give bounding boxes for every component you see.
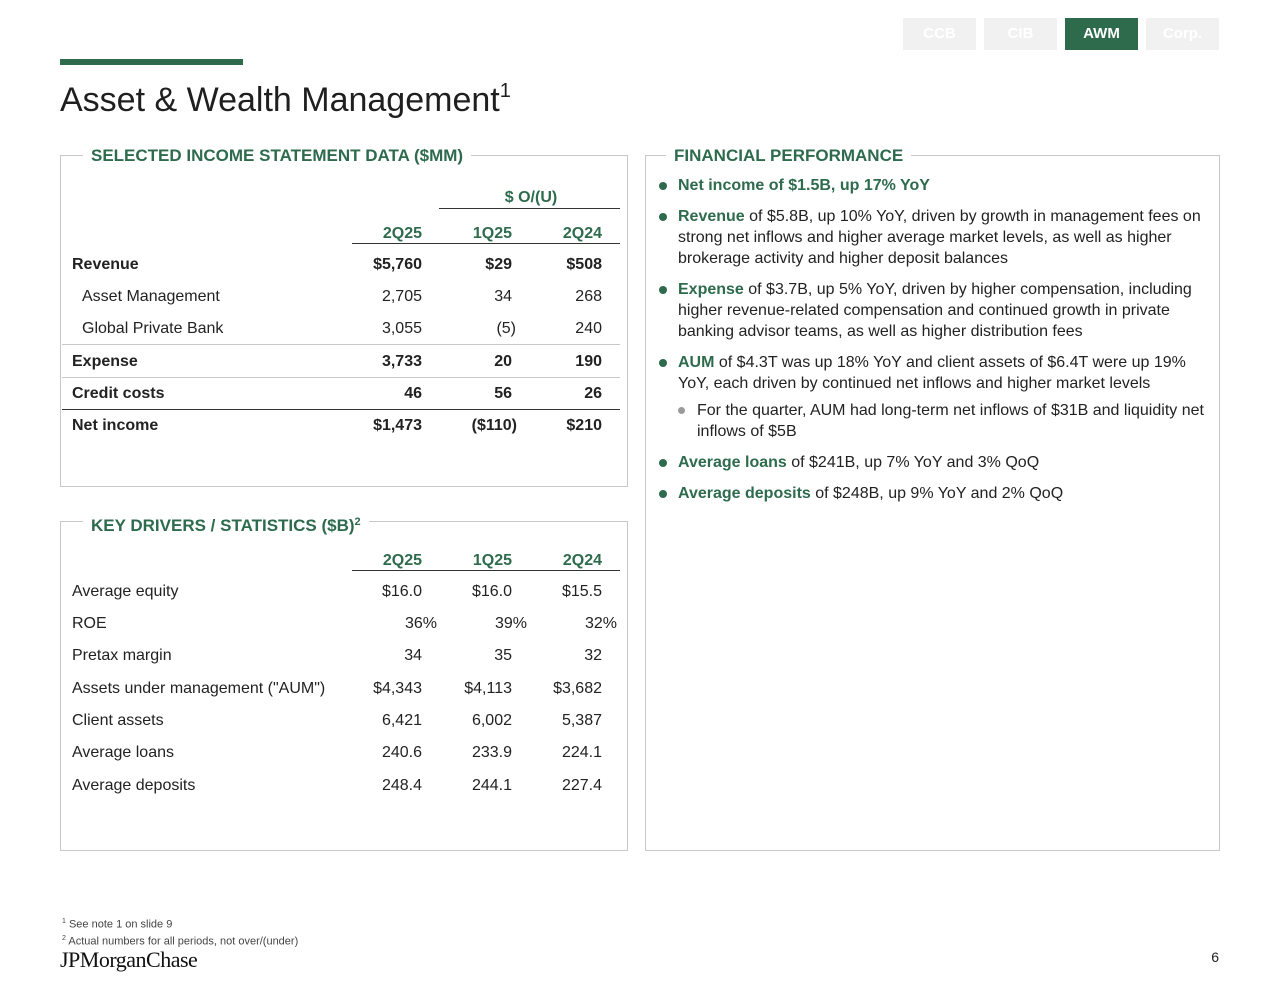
- bullet-text: of $5.8B, up 10% YoY, driven by growth in management fees on strong net inflows and higher average market levels, as well as higher brokerage activity and higher deposit balances: [678, 208, 1201, 267]
- page-title-text: Asset & Wealth Management: [60, 81, 500, 119]
- table-row-label: Credit costs: [72, 385, 165, 402]
- sub-bullet-aum-inflows: [695, 400, 1211, 442]
- footnote-2: [62, 932, 298, 949]
- sub-bullet-dot: [678, 407, 685, 414]
- table-cell: 34: [404, 647, 422, 664]
- table-cell: 224.1: [561, 744, 602, 761]
- table-cell: $210: [566, 417, 602, 434]
- group-header-rule: [439, 208, 620, 209]
- table-cell: $4,343: [373, 680, 422, 697]
- drivers-col-1q25: 1Q25: [472, 552, 512, 569]
- table-cell: $16.0: [471, 583, 512, 600]
- table-cell: 6,421: [381, 712, 422, 729]
- table-cell: $29: [485, 256, 512, 273]
- table-row-label: Revenue: [72, 256, 139, 273]
- bullet-highlight: Average loans: [678, 454, 787, 471]
- drivers-col-2q25: 2Q25: [382, 552, 422, 569]
- table-row-label: Client assets: [72, 712, 164, 729]
- bullet-dot: [659, 213, 667, 221]
- table-cell: 35: [494, 647, 512, 664]
- table-cell: 36%: [404, 615, 437, 632]
- income-header-rule: [352, 243, 620, 244]
- bullet-highlight: Net income of $1.5B, up 17% YoY: [678, 177, 930, 194]
- table-cell: 233.9: [471, 744, 512, 761]
- drivers-header-rule: [352, 570, 620, 571]
- table-row-label: Average equity: [72, 583, 179, 600]
- income-panel-title: SELECTED INCOME STATEMENT DATA ($MM): [83, 145, 471, 167]
- table-cell: 190: [575, 353, 602, 370]
- table-cell: 240: [575, 320, 602, 337]
- table-cell: $1,473: [373, 417, 422, 434]
- tab-cib[interactable]: CIB: [984, 18, 1057, 50]
- bullet-dot: [659, 182, 667, 190]
- table-cell: $508: [566, 256, 602, 273]
- row-divider: [62, 344, 620, 345]
- bullet-text: of $241B, up 7% YoY and 3% QoQ: [786, 454, 1040, 471]
- bullet-text: of $4.3T was up 18% YoY and client assets of $6.4T were up 19% YoY, each driven by continued net inflows and higher market levels: [678, 354, 1186, 392]
- bullet-text: of $3.7B, up 5% YoY, driven by higher compensation, including higher revenue-related compensation and continued growth in private banking advisor teams, as well as higher distribution fees: [678, 281, 1192, 340]
- table-cell: 32%: [584, 615, 617, 632]
- table-cell: 26: [584, 385, 602, 402]
- bullet-dot: [659, 359, 667, 367]
- table-cell: $16.0: [381, 583, 422, 600]
- table-row-label: Expense: [72, 353, 138, 370]
- bullet-highlight: Expense: [678, 281, 744, 298]
- footnote-mark: 2: [62, 934, 66, 942]
- variance-group-header: $ O/(U): [504, 189, 558, 206]
- title-footnote-mark: 1: [499, 80, 511, 102]
- footnote-mark: 1: [62, 918, 66, 925]
- title-accent-bar: [60, 59, 243, 65]
- tab-awm[interactable]: AWM: [1065, 18, 1138, 50]
- table-cell: 20: [494, 353, 512, 370]
- bullet-net-income: [676, 175, 1211, 196]
- table-cell: 3,055: [381, 320, 422, 337]
- performance-panel-title: FINANCIAL PERFORMANCE: [666, 145, 911, 167]
- drivers-title-text: KEY DRIVERS / STATISTICS ($B): [91, 516, 355, 535]
- bullet-text: For the quarter, AUM had long-term net inflows of $31B and liquidity net inflows of $5B: [697, 402, 1204, 440]
- bullet-average-loans: [676, 452, 1211, 473]
- financial-performance-panel: [645, 146, 1220, 851]
- table-cell: 2,705: [381, 288, 422, 305]
- bullet-aum: [676, 352, 1211, 394]
- table-cell: 248.4: [381, 777, 422, 794]
- bullet-text: of $248B, up 9% YoY and 2% QoQ: [810, 485, 1064, 502]
- table-cell: ($110): [471, 417, 517, 434]
- table-cell: 3,733: [381, 353, 422, 370]
- table-cell: 34: [494, 288, 512, 305]
- row-divider: [62, 409, 620, 410]
- table-row-label: Average loans: [72, 744, 174, 761]
- table-row-label: Assets under management ("AUM"): [72, 680, 326, 697]
- table-cell: $3,682: [553, 680, 602, 697]
- table-row-label: Average deposits: [72, 777, 196, 794]
- page-number: 6: [1211, 949, 1219, 965]
- bullet-average-deposits: [676, 483, 1211, 504]
- footnote-text: Actual numbers for all periods, not over/(under): [68, 935, 299, 948]
- table-cell: 6,002: [471, 712, 512, 729]
- table-cell: $5,760: [373, 256, 422, 273]
- jpmorganchase-logo: JPMorganChase: [60, 947, 198, 972]
- table-cell: $15.5: [561, 583, 602, 600]
- table-cell: 46: [404, 385, 422, 402]
- page-title: [60, 80, 511, 120]
- tab-ccb[interactable]: CCB: [903, 18, 976, 50]
- table-row-label: Global Private Bank: [82, 320, 224, 337]
- table-cell: 240.6: [381, 744, 422, 761]
- footnote-text: See note 1 on slide 9: [68, 918, 173, 931]
- tab-corp[interactable]: Corp.: [1146, 18, 1219, 50]
- table-cell: (5): [496, 320, 516, 337]
- table-row-label: ROE: [72, 615, 107, 632]
- bullet-highlight: AUM: [678, 354, 715, 371]
- income-statement-panel: [60, 146, 628, 487]
- footnotes: [62, 915, 298, 948]
- bullet-revenue: [676, 206, 1211, 269]
- performance-bullet-list: [676, 175, 1211, 514]
- bullet-dot: [659, 286, 667, 294]
- footnote-1: [62, 915, 298, 932]
- bullet-expense: [676, 279, 1211, 342]
- bullet-highlight: Average deposits: [678, 485, 811, 502]
- bullet-dot: [659, 490, 667, 498]
- table-cell: 268: [575, 288, 602, 305]
- drivers-col-2q24: 2Q24: [562, 552, 602, 569]
- table-cell: 244.1: [471, 777, 512, 794]
- income-col-1q25: 1Q25: [472, 225, 512, 242]
- table-row-label: Pretax margin: [72, 647, 172, 664]
- key-drivers-panel: [60, 516, 628, 851]
- table-row-label: Net income: [72, 417, 159, 434]
- drivers-footnote-mark: 2: [354, 516, 361, 528]
- table-cell: 5,387: [561, 712, 602, 729]
- row-divider: [62, 377, 620, 378]
- table-row-label: Asset Management: [82, 288, 220, 305]
- income-col-2q24: 2Q24: [562, 225, 602, 242]
- table-cell: 227.4: [561, 777, 602, 794]
- bullet-highlight: Revenue: [678, 208, 745, 225]
- income-col-2q25: 2Q25: [382, 225, 422, 242]
- table-cell: 39%: [494, 615, 527, 632]
- table-cell: 32: [584, 647, 602, 664]
- drivers-panel-title: [83, 511, 369, 537]
- segment-tabs: [903, 18, 1219, 50]
- table-cell: $4,113: [464, 680, 512, 697]
- bullet-dot: [659, 459, 667, 467]
- table-cell: 56: [494, 385, 512, 402]
